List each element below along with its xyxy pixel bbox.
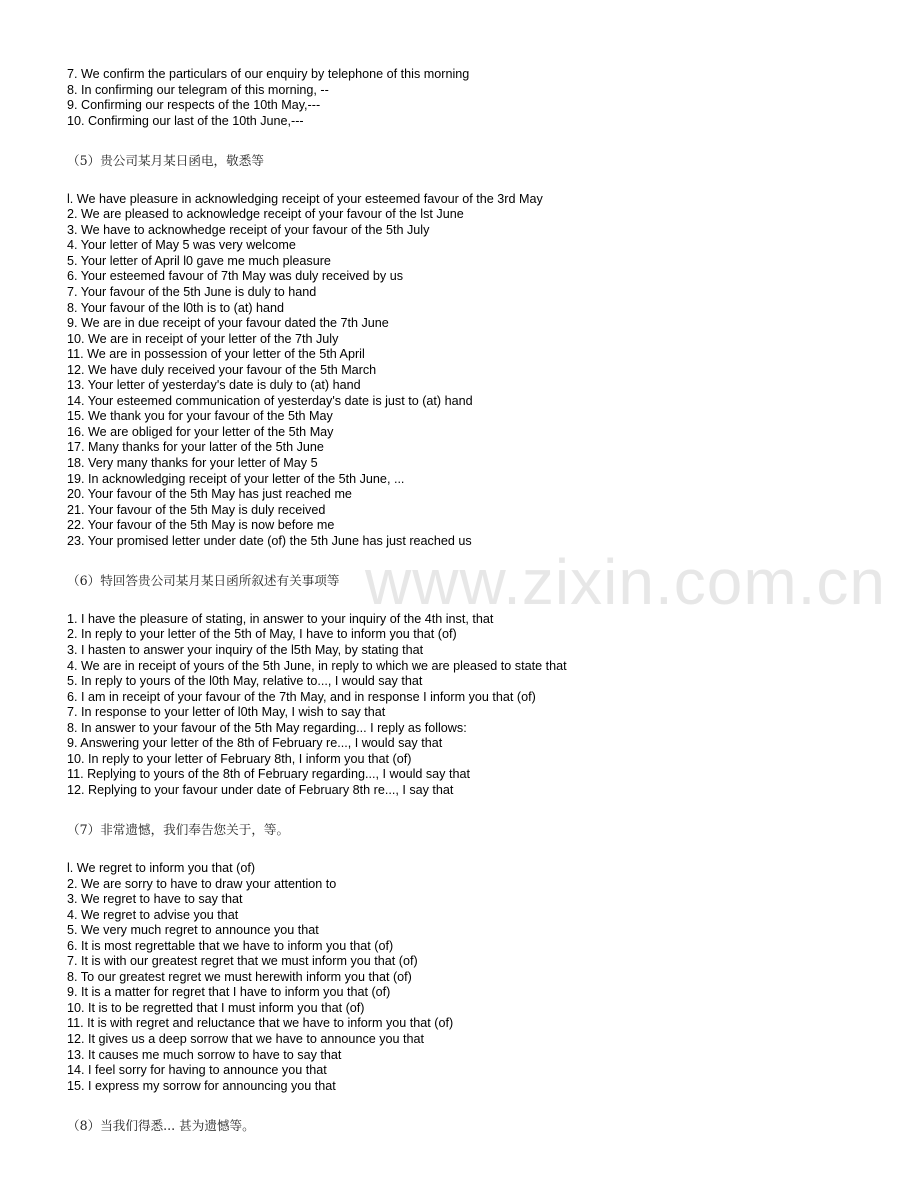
list-item: 3. We have to acknowhedge receipt of your favour of the 5th July [67, 222, 430, 237]
list-item: 14. Your esteemed communication of yesterday's date is just to (at) hand [67, 393, 473, 408]
list-item: 13. It causes me much sorrow to have to say that [67, 1047, 342, 1062]
list-item: 10. Confirming our last of the 10th June,--- [67, 113, 304, 128]
list-item: 5. We very much regret to announce you that [67, 923, 319, 938]
list-item: 6. I am in receipt of your favour of the 7th May, and in response I inform you that (of) [67, 689, 536, 704]
list-item: 9. Confirming our respects of the 10th May,--- [67, 98, 321, 113]
list-item: 5. In reply to yours of the l0th May, relative to..., I would say that [67, 674, 423, 689]
list-item: 23. Your promised letter under date (of) the 5th June has just reached us [67, 533, 472, 548]
list-item: 2. We are pleased to acknowledge receipt of your favour of the lst June [67, 207, 464, 222]
list-item: 15. I express my sorrow for announcing you that [67, 1078, 336, 1093]
list-item: 7. We confirm the particulars of our enquiry by telephone of this morning [67, 67, 470, 81]
list-item: 12. Replying to your favour under date of February 8th re..., I say that [67, 782, 454, 797]
list-item: 14. I feel sorry for having to announce you that [67, 1063, 327, 1078]
section-heading-6: （6）特回答贵公司某月某日函所叙述有关事项等 [67, 572, 340, 588]
list-item: 10. We are in receipt of your letter of the 7th July [67, 331, 339, 346]
list-item: 1. I have the pleasure of stating, in answer to your inquiry of the 4th inst, that [67, 611, 494, 626]
list-item: 8. Your favour of the l0th is to (at) hand [67, 300, 285, 315]
list-item: 11. Replying to yours of the 8th of February regarding..., I would say that [67, 767, 470, 782]
list-item: 15. We thank you for your favour of the 5th May [67, 409, 333, 424]
section-acknowledging [67, 192, 887, 550]
document-page [67, 67, 887, 1133]
list-item: 22. Your favour of the 5th May is now before me [67, 518, 335, 533]
list-item: 17. Many thanks for your latter of the 5th June [67, 440, 324, 455]
list-item: 7. In response to your letter of l0th May, I wish to say that [67, 705, 386, 720]
list-item: 2. In reply to your letter of the 5th of May, I have to inform you that (of) [67, 627, 457, 642]
list-item: l. We have pleasure in acknowledging receipt of your esteemed favour of the 3rd May [67, 191, 543, 206]
list-item: 4. We are in receipt of yours of the 5th June, in reply to which we are pleased to state that [67, 658, 567, 673]
section-heading-5: （5）贵公司某月某日函电，敬悉等 [67, 152, 264, 168]
section-confirming [67, 67, 887, 129]
list-item: 5. Your letter of April l0 gave me much pleasure [67, 253, 331, 268]
list-item: 11. It is with regret and reluctance that we have to inform you that (of) [67, 1016, 454, 1031]
section-heading-8: （8）当我们得悉... 甚为遗憾等。 [67, 1117, 255, 1133]
list-item: 8. In confirming our telegram of this morning, -- [67, 82, 329, 97]
list-item: 7. It is with our greatest regret that we must inform you that (of) [67, 954, 418, 969]
list-item: 9. Answering your letter of the 8th of February re..., I would say that [67, 736, 443, 751]
list-item: 8. In answer to your favour of the 5th May regarding... I reply as follows: [67, 720, 467, 735]
list-item: 7. Your favour of the 5th June is duly to hand [67, 285, 317, 300]
list-item: 10. It is to be regretted that I must inform you that (of) [67, 1000, 365, 1015]
section-heading-7: （7）非常遗憾，我们奉告您关于，等。 [67, 821, 290, 837]
list-item: 2. We are sorry to have to draw your attention to [67, 876, 337, 891]
section-regret [67, 861, 887, 1094]
watermark: www.zixin.com.cn [365, 546, 886, 618]
list-item: 12. We have duly received your favour of the 5th March [67, 362, 377, 377]
list-item: 21. Your favour of the 5th May is duly received [67, 502, 326, 517]
list-item: 12. It gives us a deep sorrow that we have to announce you that [67, 1031, 425, 1046]
list-item: 18. Very many thanks for your letter of May 5 [67, 456, 318, 471]
list-item: 11. We are in possession of your letter of the 5th April [67, 347, 365, 362]
list-item: 8. To our greatest regret we must herewith inform you that (of) [67, 969, 412, 984]
list-item: 4. We regret to advise you that [67, 907, 239, 922]
list-item: 13. Your letter of yesterday's date is duly to (at) hand [67, 378, 361, 393]
list-item: l. We regret to inform you that (of) [67, 860, 256, 875]
list-item: 3. I hasten to answer your inquiry of the l5th May, by stating that [67, 642, 424, 657]
list-item: 4. Your letter of May 5 was very welcome [67, 238, 296, 253]
list-item: 19. In acknowledging receipt of your letter of the 5th June, ... [67, 471, 405, 486]
list-item: 6. It is most regrettable that we have to inform you that (of) [67, 938, 394, 953]
list-item: 20. Your favour of the 5th May has just reached me [67, 487, 352, 502]
list-item: 10. In reply to your letter of February 8th, I inform you that (of) [67, 751, 412, 766]
list-item: 3. We regret to have to say that [67, 892, 243, 907]
list-item: 16. We are obliged for your letter of the 5th May [67, 424, 334, 439]
list-item: 9. It is a matter for regret that I have to inform you that (of) [67, 985, 391, 1000]
list-item: 9. We are in due receipt of your favour dated the 7th June [67, 316, 389, 331]
list-item: 6. Your esteemed favour of 7th May was duly received by us [67, 269, 404, 284]
section-replying [67, 612, 887, 799]
